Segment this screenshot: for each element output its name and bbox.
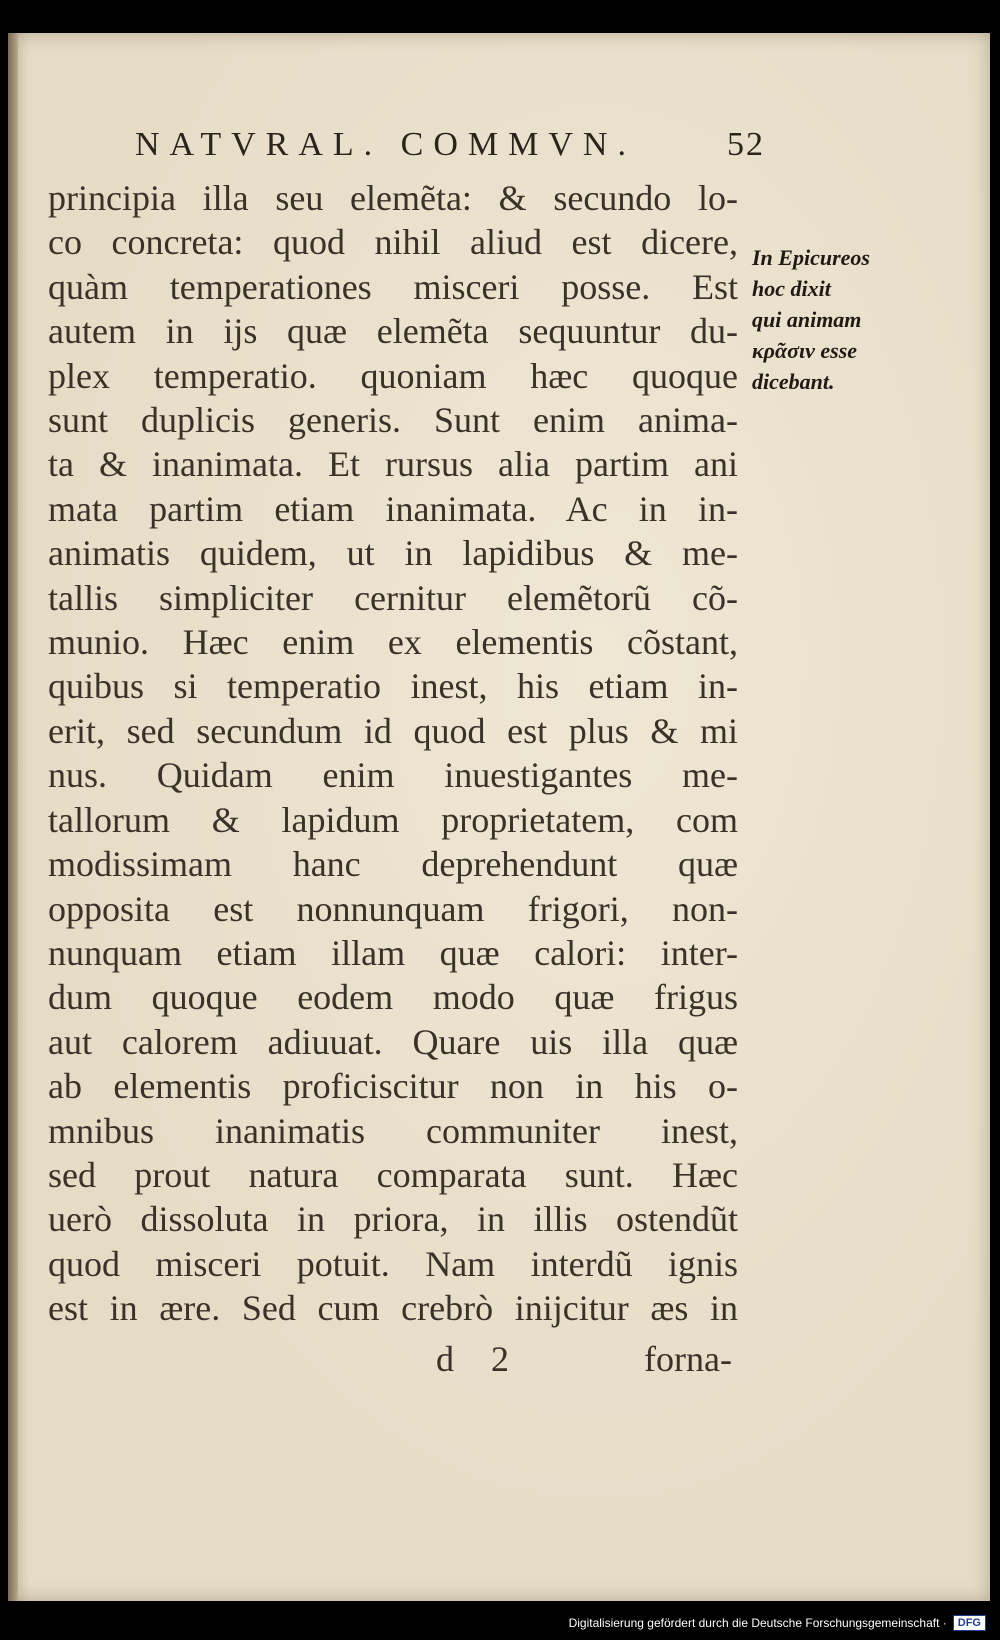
text-line: aut calorem adiuuat. Quare uis illa quæ [48,1021,738,1062]
digitization-credit [569,1610,986,1636]
text-line: mata partim etiam inanimata. Ac in in- [48,488,738,529]
dfg-logo: DFG [953,1615,986,1631]
page-gutter [8,33,18,1601]
text-line: est in ære. Sed cum crebrò inijcitur æs in [48,1288,738,1329]
text-line: animatis quidem, ut in lapidibus & me- [48,533,738,574]
text-line: dum quoque eodem modo quæ frigus [48,977,738,1018]
text-line: quibus si temperatio inest, his etiam in- [48,666,738,707]
marginal-note [752,242,902,397]
credit-text: Digitalisierung gefördert durch die Deutsche Forschungsgemeinschaft · [568,1616,947,1630]
text-line: mnibus inanimatis communiter inest, [48,1110,738,1151]
text-line: uerò dissoluta in priora, in illis ostendũt [48,1199,738,1240]
marginal-note-line: hoc dixit [752,276,831,301]
text-line: sed prout natura comparata sunt. Hæc [48,1154,738,1195]
text-line: munio. Hæc enim ex elementis cõstant, [48,622,738,663]
text-line: modissimam hanc deprehendunt quæ [48,844,738,885]
text-line: nunquam etiam illam quæ calori: inter- [48,932,738,973]
text-line: plex temperatio. quoniam hæc quoque [48,355,738,396]
marginal-note-line: qui animam [752,307,862,332]
text-line: tallorum & lapidum proprietatem, com [48,799,738,840]
marginal-note-line: κρᾶσιν esse [752,338,858,363]
text-line: tallis simpliciter cernitur elemẽtorũ cõ- [48,577,738,618]
text-line: autem in ijs quæ elemẽta sequuntur du- [48,311,738,352]
page-header [135,126,765,172]
text-line: erit, sed secundum id quod est plus & mi [48,710,738,751]
running-title: NATVRAL. COMMVN. [135,126,636,163]
page-number: 52 [727,126,765,163]
catchline [48,1338,738,1382]
text-line: principia illa seu elemẽta: & secundo lo- [48,178,738,218]
text-line: ta & inanimata. Et rursus alia partim ani [48,444,738,485]
catchword: forna- [644,1339,732,1379]
text-line: co concreta: quod nihil aliud est dicere, [48,222,738,263]
text-line: sunt duplicis generis. Sunt enim anima- [48,400,738,441]
text-line: ab elementis proficiscitur non in his o- [48,1066,738,1107]
text-line: quod misceri potuit. Nam interdũ ignis [48,1243,738,1284]
signature-mark: d 2 [436,1339,523,1379]
main-text-block [48,176,738,1331]
text-line: opposita est nonnunquam frigori, non- [48,888,738,929]
marginal-note-line: In Epicureos [752,245,870,270]
marginal-note-line: dicebant. [752,369,835,394]
text-line: quàm temperationes misceri posse. Est [48,266,738,307]
text-line: nus. Quidam enim inuestigantes me- [48,755,738,796]
